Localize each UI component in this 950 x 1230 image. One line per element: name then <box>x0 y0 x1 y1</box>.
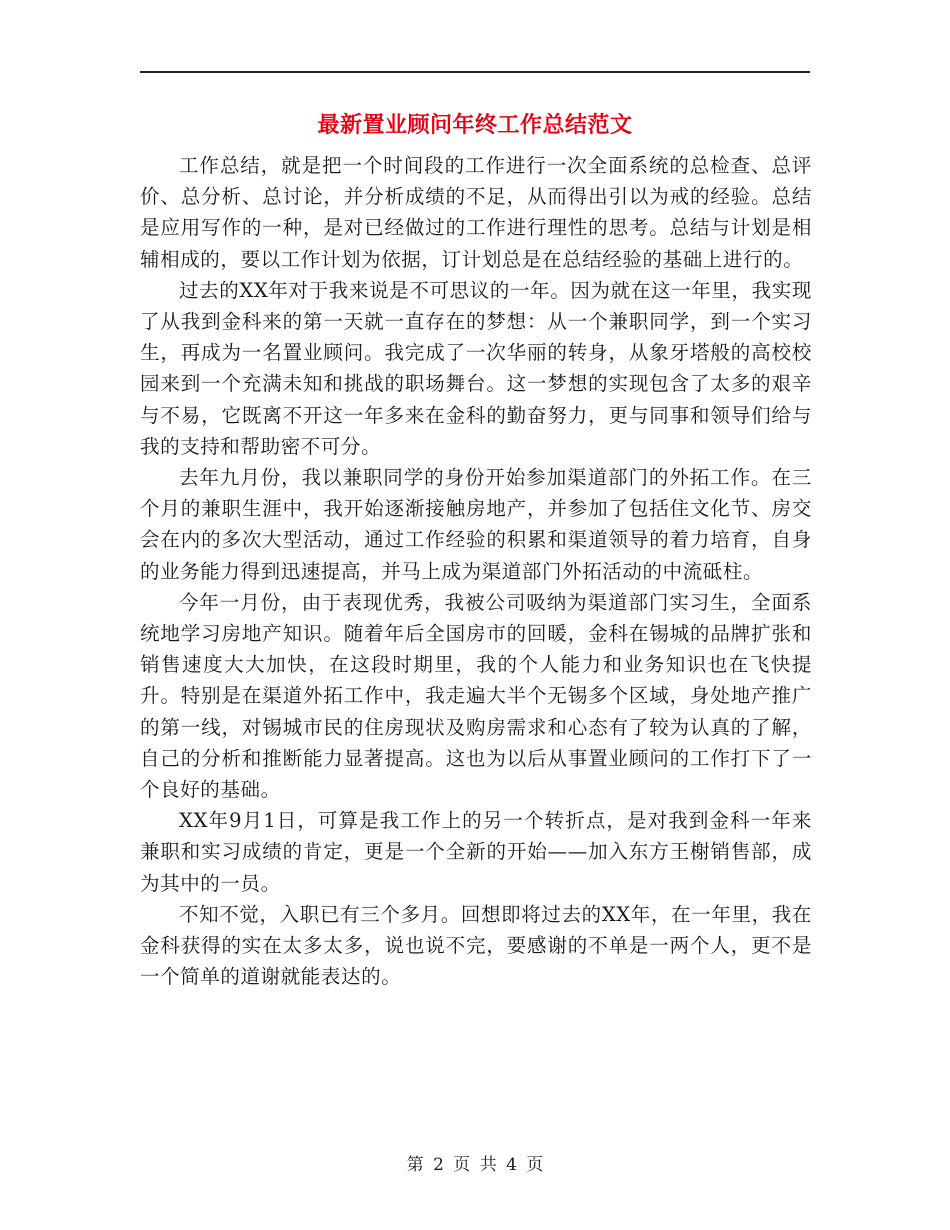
page-number-footer: 第 2 页 共 4 页 <box>406 1155 544 1175</box>
header-rule <box>140 71 810 73</box>
document-title: 最新置业顾问年终工作总结范文 <box>317 112 633 138</box>
paragraph-2: 过去的XX年对于我来说是不可思议的一年。因为就在这一年里，我实现了从我到金科来的第一天就一直存在的梦想：从一个兼职同学，到一个实习生，再成为一名置业顾问。我完成了一次华丽的转身，从象牙塔般的高校校园来到一个充满未知和挑战的职场舞台。这一梦想的实现包含了太多的艰辛与不易，它既离不开这一年多来在金科的勤奋努力，更与同事和领导们给与我的支持和帮助密不可分。 <box>140 278 812 458</box>
paragraph-5: XX年9月1日，可算是我工作上的另一个转折点，是对我到金科一年来兼职和实习成绩的肯定，更是一个全新的开始——加入东方王榭销售部，成为其中的一员。 <box>140 809 812 895</box>
paragraph-4: 今年一月份，由于表现优秀，我被公司吸纳为渠道部门实习生，全面系统地学习房地产知识。随着年后全国房市的回暖，金科在锡城的品牌扩张和销售速度大大加快，在这段时期里，我的个人能力和业务知识也在飞快提升。特别是在渠道外拓工作中，我走遍大半个无锡多个区域，身处地产推广的第一线，对锡城市民的住房现状及购房需求和心态有了较为认真的了解，自己的分析和推断能力显著提高。这也为以后从事置业顾问的工作打下了一个良好的基础。 <box>140 590 812 802</box>
paragraph-1: 工作总结，就是把一个时间段的工作进行一次全面系统的总检查、总评价、总分析、总讨论，并分析成绩的不足，从而得出引以为戒的经验。总结是应用写作的一种，是对已经做过的工作进行理性的思考。总结与计划是相辅相成的，要以工作计划为依据，订计划总是在总结经验的基础上进行的。 <box>140 154 812 271</box>
document-body <box>140 150 812 992</box>
paragraph-6: 不知不觉，入职已有三个多月。回想即将过去的XX年，在一年里，我在金科获得的实在太多太多，说也说不完，要感谢的不单是一两个人，更不是一个简单的道谢就能表达的。 <box>140 902 812 989</box>
paragraph-3: 去年九月份，我以兼职同学的身份开始参加渠道部门的外拓工作。在三个月的兼职生涯中，我开始逐渐接触房地产，并参加了包括住文化节、房交会在内的多次大型活动，通过工作经验的积累和渠道领导的着力培育，自身的业务能力得到迅速提高，并马上成为渠道部门外拓活动的中流砥柱。 <box>140 466 812 583</box>
